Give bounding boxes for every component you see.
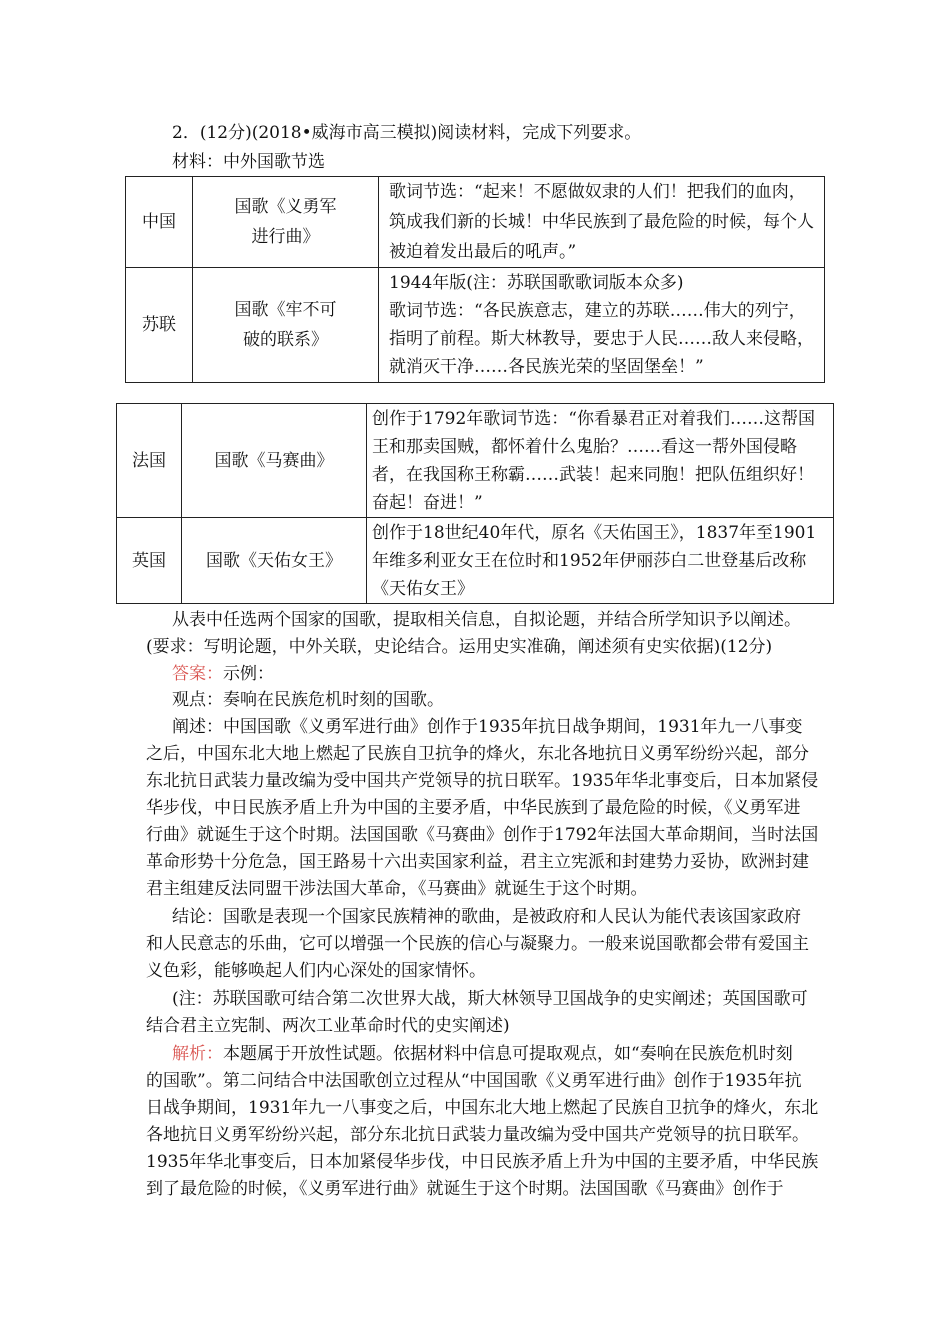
country-cell: 中国 [126, 177, 193, 268]
lyrics-cell [367, 518, 834, 604]
lyrics-line: 奋起！奋进！” [372, 492, 483, 513]
analysis-first: 本题属于开放性试题。依据材料中信息可提取观点，如“奏响在民族危机时刻 [223, 1044, 793, 1064]
material-title: 材料：中外国歌节选 [172, 152, 325, 172]
table-row-china [126, 177, 825, 268]
lyrics-line: 者，在我国称王称霸……武装！起来同胞！把队伍组织好！ [372, 464, 814, 485]
analysis-line: 1935年华北事变后，日本加紧侵华步伐，中日民族矛盾上升为中国的主要矛盾，中华民族 [146, 1152, 819, 1172]
lyrics-line: 歌词节选：“起来！不愿做奴隶的人们！把我们的血肉， [389, 182, 806, 202]
anthem-cell [193, 177, 379, 268]
exposition-line: 华步伐，中日民族矛盾上升为中国的主要矛盾，中华民族到了最危险的时候，《义勇军进 [146, 798, 801, 818]
country-cell: 法国 [117, 404, 182, 518]
lyrics-line: 歌词节选：“各民族意志，建立的苏联……伟大的列宁， [389, 301, 806, 321]
lyrics-line: 筑成我们新的长城！中华民族到了最危险的时候，每个人 [389, 212, 814, 232]
conclusion-line: 结论：国歌是表现一个国家民族精神的歌曲，是被政府和人民认为能代表该国家政府 [172, 907, 801, 927]
lyrics-line: 王和那卖国贼，都怀着什么鬼胎？……看这一帮外国侵略 [372, 436, 797, 457]
task-line-2: (要求：写明论题，中外关联，史论结合。运用史实准确，阐述须有史实依据)(12分) [146, 637, 773, 657]
lyrics-line: 创作于1792年歌词节选：“你看暴君正对着我们……这帮国 [372, 408, 815, 429]
table-row-ussr [126, 268, 825, 383]
lyrics-line: 《天佑女王》 [372, 578, 474, 599]
analysis-line: 日战争期间，1931年九一八事变之后，中国东北大地上燃起了民族自卫抗争的烽火，东北 [146, 1098, 819, 1118]
anthem-cell [182, 518, 367, 604]
exposition-line: 阐述：中国国歌《义勇军进行曲》创作于1935年抗日战争期间，1931年九一八事变 [172, 717, 803, 737]
analysis-line: 各地抗日义勇军纷纷兴起，部分东北抗日武装力量改编为受中国共产党领导的抗日联军。 [146, 1125, 809, 1145]
table-row-france [117, 404, 834, 518]
exposition-line: 君主组建反法同盟干涉法国大革命，《马赛曲》就诞生于这个时期。 [146, 879, 648, 899]
lyrics-cell [367, 404, 834, 518]
exposition-line: 东北抗日武装力量改编为受中国共产党领导的抗日联军。1935年华北事变后，日本加紧侵 [146, 771, 819, 791]
anthem-line: 国歌《马赛曲》 [214, 450, 334, 471]
viewpoint: 观点：奏响在民族危机时刻的国歌。 [172, 690, 444, 710]
lyrics-line: 就消灭干净……各民族光荣的坚固堡垒！” [389, 357, 704, 377]
anthem-line: 国歌《天佑女王》 [206, 550, 342, 571]
exposition-line: 行曲》就诞生于这个时期。法国国歌《马赛曲》创作于1792年法国大革命期间，当时法国 [146, 825, 819, 845]
anthem-table-2 [116, 403, 834, 604]
analysis-line: 到了最危险的时候，《义勇军进行曲》就诞生于这个时期。法国国歌《马赛曲》创作于 [146, 1179, 784, 1199]
analysis-label: 解析： [172, 1044, 223, 1064]
conclusion-line: 义色彩，能够唤起人们内心深处的国家情怀。 [146, 961, 486, 981]
country-cell: 英国 [117, 518, 182, 604]
task-line-1: 从表中任选两个国家的国歌，提取相关信息，自拟论题，并结合所学知识予以阐述。 [172, 610, 801, 630]
conclusion-line: 和人民意志的乐曲，它可以增强一个民族的信心与凝聚力。一般来说国歌都会带有爱国主 [146, 934, 809, 954]
lyrics-cell [379, 268, 825, 383]
table-row-uk [117, 518, 834, 604]
answer-line [172, 662, 274, 686]
anthem-table-1 [125, 176, 825, 383]
lyrics-line: 被迫着发出最后的吼声。” [389, 242, 577, 262]
anthem-cell [182, 404, 367, 518]
lyrics-line: 年维多利亚女王在位时和1952年伊丽莎白二世登基后改称 [372, 550, 807, 571]
anthem-cell [193, 268, 379, 383]
note-line: (注：苏联国歌可结合第二次世界大战，斯大林领导卫国战争的史实阐述；英国国歌可 [172, 989, 808, 1009]
analysis-line [172, 1042, 793, 1066]
anthem-line: 国歌《牢不可 [234, 300, 337, 320]
exposition-line: 之后，中国东北大地上燃起了民族自卫抗争的烽火，东北各地抗日义勇军纷纷兴起，部分 [146, 744, 809, 764]
lyrics-cell [379, 177, 825, 268]
analysis-line: 的国歌”。第二问结合中法国歌创立过程从“中国国歌《义勇军进行曲》创作于1935年抗 [146, 1071, 802, 1091]
anthem-line: 国歌《义勇军 [234, 197, 337, 217]
lyrics-line: 1944年版(注：苏联国歌歌词版本众多) [389, 273, 684, 293]
note-line: 结合君主立宪制、两次工业革命时代的史实阐述) [146, 1016, 510, 1036]
anthem-line: 破的联系》 [243, 330, 328, 350]
answer-label: 答案： [172, 664, 223, 684]
country-cell: 苏联 [126, 268, 193, 383]
exposition-line: 革命形势十分危急，国王路易十六出卖国家利益，君主立宪派和封建势力妥协，欧洲封建 [146, 852, 809, 872]
question-stem: 2．(12分)(2018•威海市高三模拟)阅读材料，完成下列要求。 [172, 123, 642, 143]
lyrics-line: 指明了前程。斯大林教导，要忠于人民……敌人来侵略， [389, 329, 814, 349]
answer-example: 示例： [223, 664, 274, 684]
lyrics-line: 创作于18世纪40年代，原名《天佑国王》，1837年至1901 [372, 522, 817, 543]
anthem-line: 进行曲》 [251, 227, 320, 247]
